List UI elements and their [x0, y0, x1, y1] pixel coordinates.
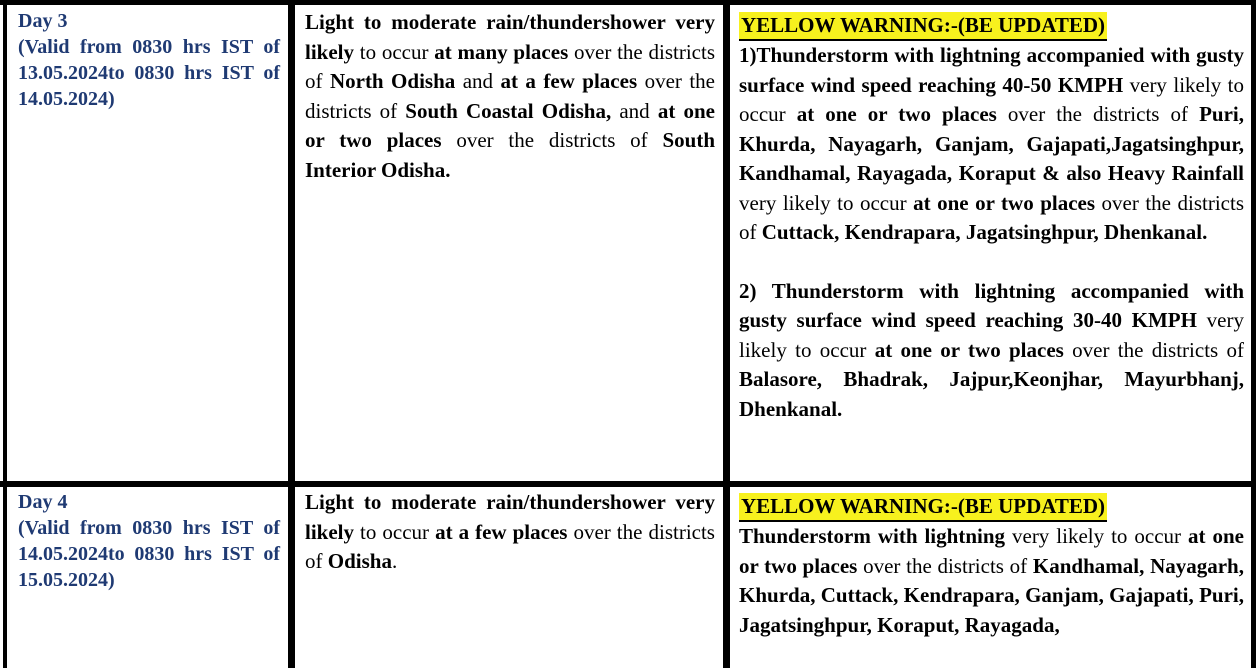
text-run: and: [611, 98, 658, 123]
text-run: over the districts of: [305, 39, 715, 93]
text-run: very likely to occur: [1005, 524, 1189, 548]
yellow-warning-title: YELLOW WARNING:-(BE UPDATED): [739, 493, 1107, 522]
text-run: at one or two places: [739, 524, 1244, 578]
warning-paragraph-1: [739, 41, 1244, 248]
text-run: over the districts of: [739, 190, 1244, 244]
grid-col-2-right: [723, 0, 730, 668]
grid-row-divider: [0, 481, 1256, 487]
text-run: 1)Thunderstorm with lightning accompanied with gusty surface wind speed reaching 40-50 KMPH: [739, 43, 1244, 97]
text-run: 2) Thunderstorm with lightning accompanied with gusty surface wind speed reaching 30-40 KMPH: [739, 278, 1244, 332]
text-run: North Odisha: [329, 69, 456, 93]
text-run: Cuttack, Kendrapara, Jagatsinghpur, Dhenkanal.: [761, 220, 1208, 244]
text-run: to occur: [359, 39, 435, 64]
warning-paragraph-1: [739, 522, 1244, 640]
text-run: over the districts of: [1063, 337, 1245, 362]
text-run: over the districts of: [996, 102, 1200, 126]
text-run: Balasore, Bhadrak, Jajpur,Keonjhar, Mayurbhanj, Dhenkanal.: [739, 367, 1244, 421]
grid-right-edge: [1251, 0, 1256, 668]
forecast-cell-day3: [305, 8, 715, 185]
text-run: at many places: [434, 39, 569, 64]
text-run: at a few places: [435, 519, 568, 544]
text-run: Thunderstorm with lightning: [739, 524, 1006, 548]
text-run: very likely to occur: [739, 72, 1244, 126]
text-run: over the districts of: [857, 553, 1033, 578]
text-run: very likely to occur: [739, 308, 1244, 362]
yellow-warning-title: YELLOW WARNING:-(BE UPDATED): [739, 12, 1107, 41]
day-validity: (Valid from 0830 hrs IST of 13.05.2024to 0830 hrs IST of 14.05.2024): [18, 36, 280, 110]
text-run: Light to moderate rain/thundershower very likely: [305, 10, 715, 64]
grid-col-1-right: [288, 0, 295, 668]
warning-cell-day3: [739, 11, 1244, 424]
text-run: South Coastal Odisha,: [405, 98, 612, 123]
text-run: and: [455, 69, 501, 93]
text-run: over the districts of: [305, 69, 715, 123]
text-run: to occur: [360, 519, 436, 544]
day-cell-day4: [18, 489, 280, 593]
text-run: at a few places: [500, 69, 638, 93]
text-run: over the districts of: [441, 128, 663, 152]
text-run: over the districts of: [305, 519, 715, 573]
text-run: at one or two places: [796, 102, 997, 126]
forecast-cell-day4: [305, 488, 715, 577]
day-validity: (Valid from 0830 hrs IST of 14.05.2024to 0830 hrs IST of 15.05.2024): [18, 517, 280, 591]
text-run: Kandhamal, Nayagarh, Khurda, Cuttack, Kendrapara, Ganjam, Gajapati, Puri, Jagatsinghpur, Koraput, Rayagada,: [739, 553, 1244, 637]
forecast-text: [305, 488, 715, 577]
text-run: at one or two places: [913, 190, 1096, 215]
text-run: Puri, Khurda, Nayagarh, Ganjam, Gajapati,Jagatsinghpur, Kandhamal, Rayagada, Koraput & also Heavy Rainfall: [739, 102, 1244, 185]
grid-col-1-left: [3, 0, 7, 668]
warning-cell-day4: [739, 492, 1244, 640]
forecast-text: [305, 8, 715, 185]
grid-top-line: [0, 0, 1256, 5]
day-label: Day 4: [18, 491, 68, 513]
text-run: at one or two places: [874, 337, 1064, 362]
text-run: Odisha: [327, 549, 392, 573]
text-run: at one or two places: [305, 98, 715, 152]
day-label: Day 3: [18, 10, 68, 32]
day-cell-day3: [18, 8, 280, 112]
warning-paragraph-2: [739, 277, 1244, 425]
text-run: .: [391, 549, 398, 573]
text-run: very likely to occur: [739, 190, 914, 215]
text-run: Light to moderate rain/thundershower very likely: [305, 490, 715, 544]
text-run: South Interior Odisha.: [305, 128, 715, 182]
